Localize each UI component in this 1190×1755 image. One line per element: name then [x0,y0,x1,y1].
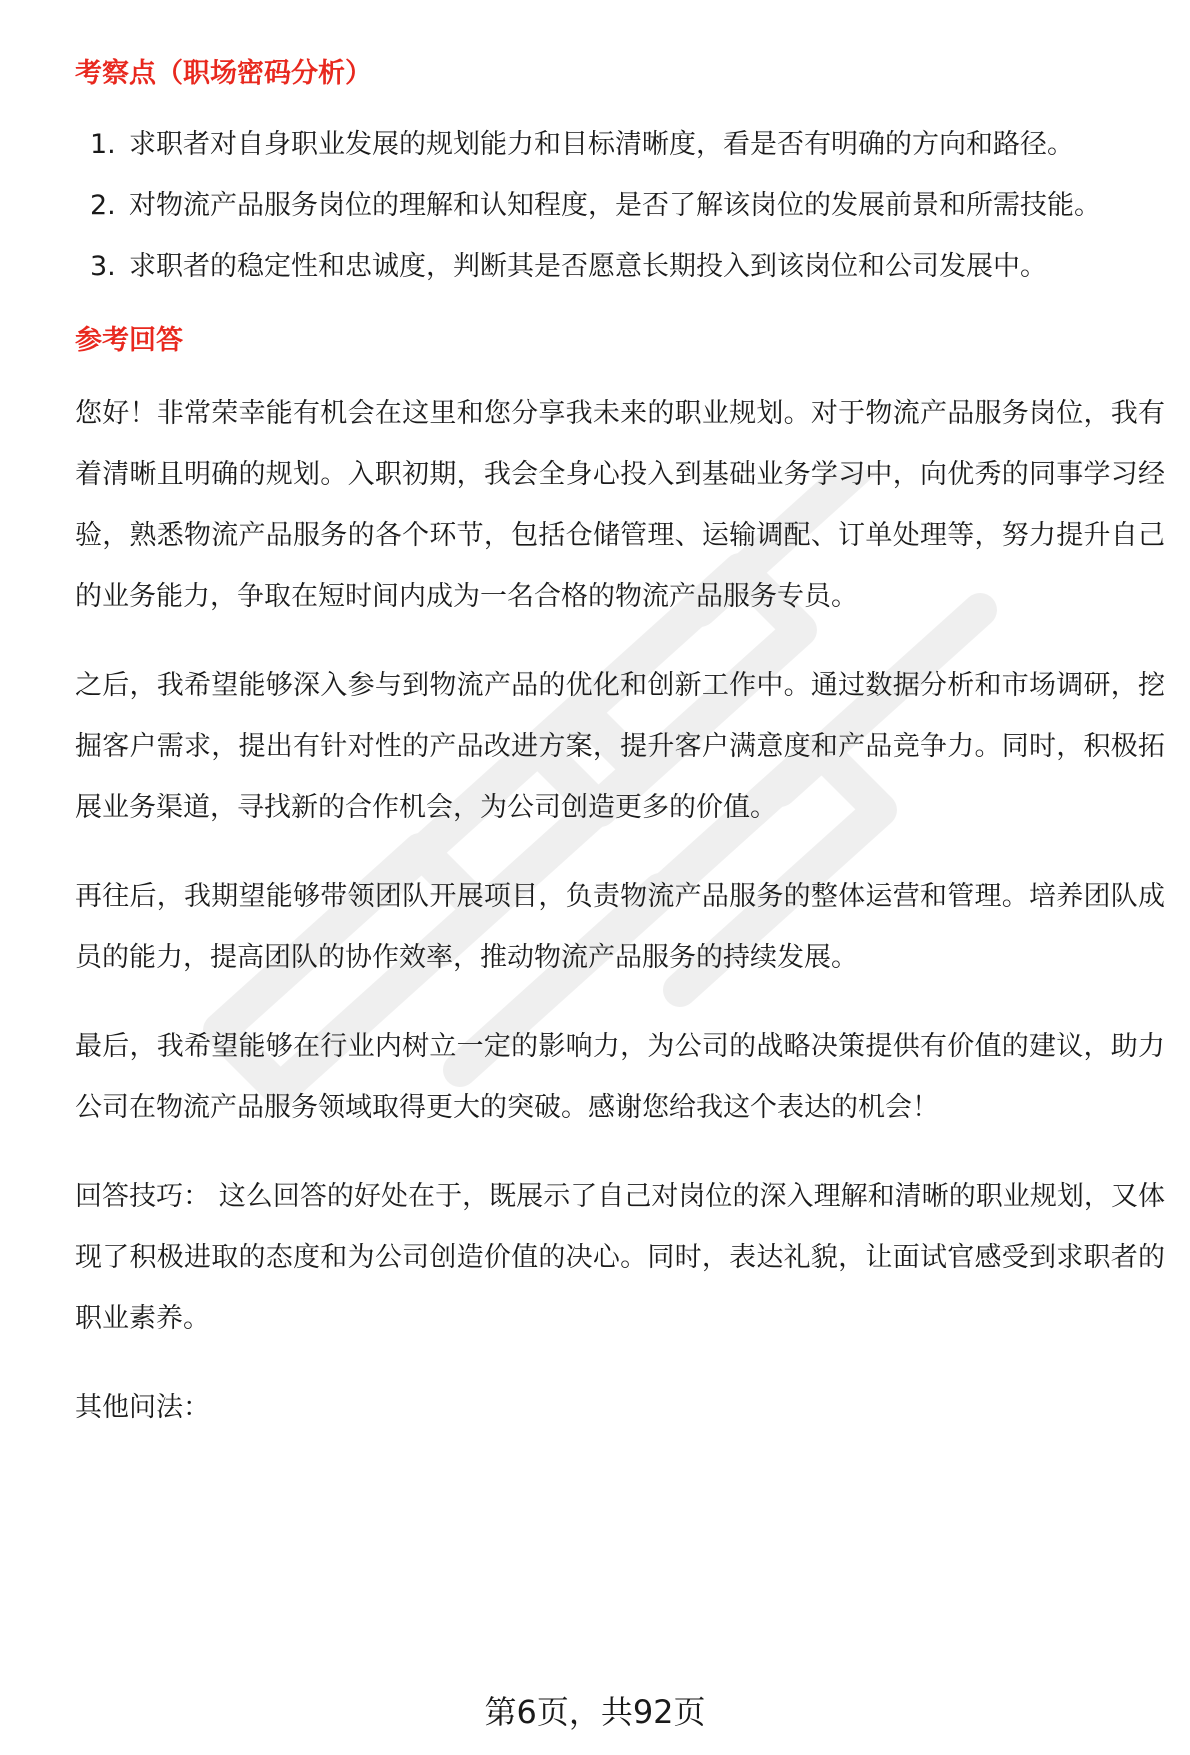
answer-paragraph: 再往后，我期望能够带领团队开展项目，负责物流产品服务的整体运营和管理。培养团队成员的能力，提高团队的协作效率，推动物流产品服务的持续发展。 [75,881,1165,973]
list-item-text: 求职者对自身职业发展的规划能力和目标清晰度，看是否有明确的方向和路径。 [129,129,1074,160]
section-heading-reference-answer: 参考回答 [75,325,183,356]
list-item-number: 3. [90,251,116,282]
section-heading-key-points: 考察点（职场密码分析） [75,58,372,89]
key-points-list [75,114,1165,297]
list-item-text: 求职者的稳定性和忠诚度，判断其是否愿意长期投入到该岗位和公司发展中。 [129,251,1047,282]
main-content [75,50,1165,1438]
answer-tips-paragraph: 回答技巧： 这么回答的好处在于，既展示了自己对岗位的深入理解和清晰的职业规划，又体现了积极进取的态度和为公司创造价值的决心。同时，表达礼貌，让面试官感受到求职者的职业素养。 [75,1181,1165,1334]
answer-paragraph: 最后，我希望能够在行业内树立一定的影响力，为公司的战略决策提供有价值的建议，助力公司在物流产品服务领域取得更大的突破。感谢您给我这个表达的机会！ [75,1031,1165,1123]
answer-paragraph: 您好！非常荣幸能有机会在这里和您分享我未来的职业规划。对于物流产品服务岗位，我有着清晰且明确的规划。入职初期，我会全身心投入到基础业务学习中，向优秀的同事学习经验，熟悉物流产品服务的各个环节，包括仓储管理、运输调配、订单处理等，努力提升自己的业务能力，争取在短时间内成为一名合格的物流产品服务专员。 [75,398,1165,612]
list-item-text: 对物流产品服务岗位的理解和认知程度，是否了解该岗位的发展前景和所需技能。 [129,190,1101,221]
list-item [75,236,1165,297]
other-questions-label: 其他问法： [75,1392,210,1423]
list-item-number: 2. [90,190,116,221]
list-item [75,114,1165,175]
page-number: 第6页，共92页 [484,1693,706,1731]
list-item-number: 1. [90,129,116,160]
list-item [75,175,1165,236]
answer-paragraph: 之后，我希望能够深入参与到物流产品的优化和创新工作中。通过数据分析和市场调研，挖掘客户需求，提出有针对性的产品改进方案，提升客户满意度和产品竞争力。同时，积极拓展业务渠道，寻找新的合作机会，为公司创造更多的价值。 [75,670,1165,823]
